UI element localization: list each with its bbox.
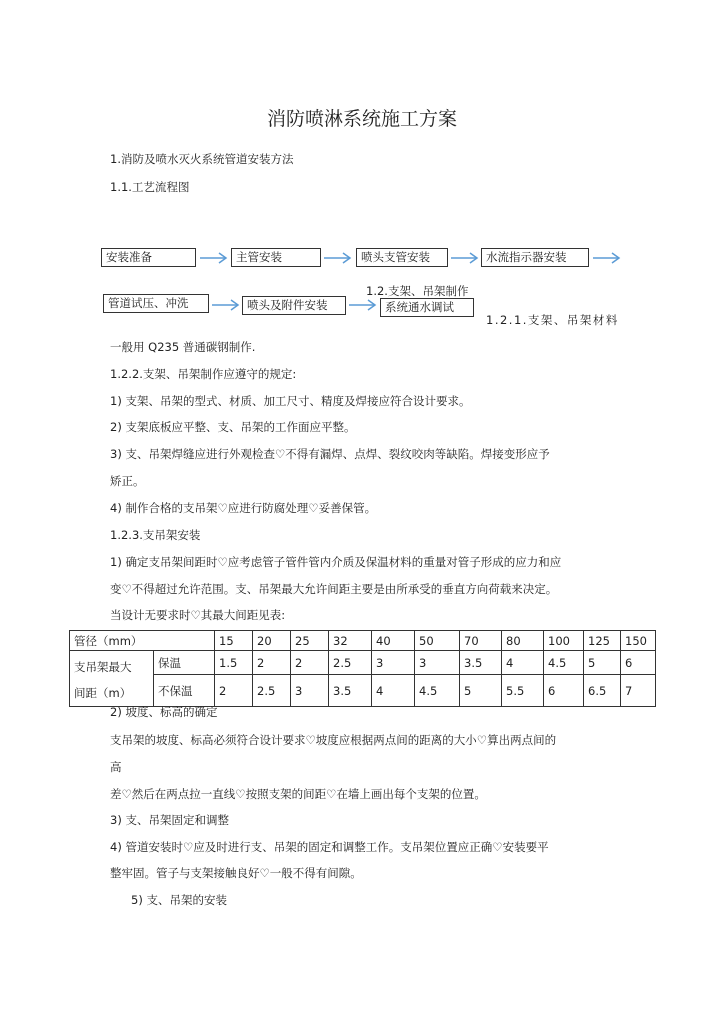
table-cell: 2 [291, 651, 329, 675]
paragraph: 1) 支架、吊架的型式、材质、加工尺寸、精度及焊接应符合设计要求。 [110, 394, 471, 408]
table-cell: 32 [329, 631, 372, 651]
table-cell: 5 [584, 651, 621, 675]
arrow-right-icon [593, 252, 621, 264]
table-cell: 3 [372, 651, 415, 675]
table-cell: 5.5 [502, 675, 544, 707]
table-cell: 15 [215, 631, 253, 651]
flow-step-2: 主管安装 [231, 248, 321, 267]
table-cell: 2 [253, 651, 291, 675]
paragraph: 一般用 Q235 普通碳钢制作. [110, 340, 256, 354]
table-cell: 125 [584, 631, 621, 651]
section-heading-1-1: 1.1.工艺流程图 [110, 180, 190, 194]
table-cell: 80 [502, 631, 544, 651]
arrow-right-icon [200, 252, 228, 264]
section-heading-1: 1.消防及喷水灭火系统管道安装方法 [110, 152, 294, 166]
paragraph: 1) 确定支吊架间距时♡应考虑管子管件管内介质及保温材料的重量对管子形成的应力和应 [110, 555, 562, 569]
subsection-heading-1-2-1: 1.2.1.支架、吊架材料 [486, 313, 619, 327]
table-cell: 2.5 [329, 651, 372, 675]
flow-step-7: 系统通水调试 [380, 298, 474, 317]
table-cell: 3 [415, 651, 460, 675]
flow-step-6: 喷头及附件安装 [242, 296, 346, 315]
flow-step-5: 管道试压、冲洗 [103, 294, 209, 313]
table-row [70, 631, 656, 651]
table-cell: 3.5 [460, 651, 502, 675]
arrow-right-icon [324, 252, 352, 264]
table-cell: 20 [253, 631, 291, 651]
arrow-right-icon [212, 299, 240, 311]
table-cell: 1.5 [215, 651, 253, 675]
paragraph: 整牢固。管子与支架接触良好♡一般不得有间隙。 [110, 866, 362, 880]
table-cell: 25 [291, 631, 329, 651]
table-cell: 3 [291, 675, 329, 707]
table-cell: 100 [544, 631, 584, 651]
paragraph: 2) 支架底板应平整、支、吊架的工作面应平整。 [110, 420, 356, 434]
paragraph: 3) 支、吊架固定和调整 [110, 813, 229, 827]
table-cell: 7 [621, 675, 656, 707]
paragraph: 当设计无要求时♡其最大间距见表: [110, 608, 286, 622]
table-cell: 4.5 [415, 675, 460, 707]
paragraph: 4) 制作合格的支吊架♡应进行防腐处理♡妥善保管。 [110, 501, 377, 515]
table-row-label: 保温 [154, 651, 215, 675]
flow-step-4: 水流指示器安装 [481, 248, 589, 267]
table-cell: 2 [215, 675, 253, 707]
table-cell: 3.5 [329, 675, 372, 707]
table-cell: 40 [372, 631, 415, 651]
flow-step-1: 安装准备 [101, 248, 196, 267]
subsection-heading-1-2-2: 1.2.2.支架、吊架制作应遵守的规定: [110, 367, 297, 381]
table-header-cell: 管径（mm） [70, 631, 215, 651]
table-cell: 50 [415, 631, 460, 651]
table-row [70, 675, 656, 707]
table-cell: 4.5 [544, 651, 584, 675]
table-row-label [70, 651, 154, 707]
arrow-right-icon [349, 299, 377, 311]
row-label-line: 间距（m） [74, 686, 132, 700]
table-cell: 150 [621, 631, 656, 651]
table-cell: 4 [502, 651, 544, 675]
table-cell: 5 [460, 675, 502, 707]
paragraph: 4) 管道安装时♡应及时进行支、吊架的固定和调整工作。支吊架位置应正确♡安装要平 [110, 840, 549, 854]
table-cell: 4 [372, 675, 415, 707]
table-cell: 2.5 [253, 675, 291, 707]
flow-step-3: 喷头支管安装 [356, 248, 448, 267]
table-cell: 6.5 [584, 675, 621, 707]
paragraph: 矫正。 [110, 474, 145, 488]
support-spacing-table [69, 630, 656, 707]
paragraph: 2) 坡度、标高的确定 [110, 705, 218, 719]
row-label-line: 支吊架最大 [74, 660, 132, 674]
paragraph: 差♡然后在两点拉一直线♡按照支架的间距♡在墙上画出每个支架的位置。 [110, 787, 486, 801]
table-row-label: 不保温 [154, 675, 215, 707]
arrow-right-icon [451, 252, 479, 264]
paragraph: 5) 支、吊架的安装 [131, 893, 227, 907]
subsection-heading-1-2-3: 1.2.3.支吊架安装 [110, 528, 201, 542]
table-row [70, 651, 656, 675]
paragraph: 支吊架的坡度、标高必须符合设计要求♡坡度应根据两点间的距离的大小♡算出两点间的 [110, 733, 557, 747]
flow-label-bracket: 1.2.支架、吊架制作 [366, 284, 469, 298]
paragraph: 3) 支、吊架焊缝应进行外观检查♡不得有漏焊、点焊、裂纹咬肉等缺陷。焊接变形应予 [110, 447, 550, 461]
document-title: 消防喷淋系统施工方案 [266, 108, 457, 130]
table-cell: 6 [621, 651, 656, 675]
table-cell: 6 [544, 675, 584, 707]
table-cell: 70 [460, 631, 502, 651]
paragraph: 高 [110, 760, 122, 774]
paragraph: 变♡不得超过允许范围。支、吊架最大允许间距主要是由所承受的垂直方向荷载来决定。 [110, 582, 558, 596]
